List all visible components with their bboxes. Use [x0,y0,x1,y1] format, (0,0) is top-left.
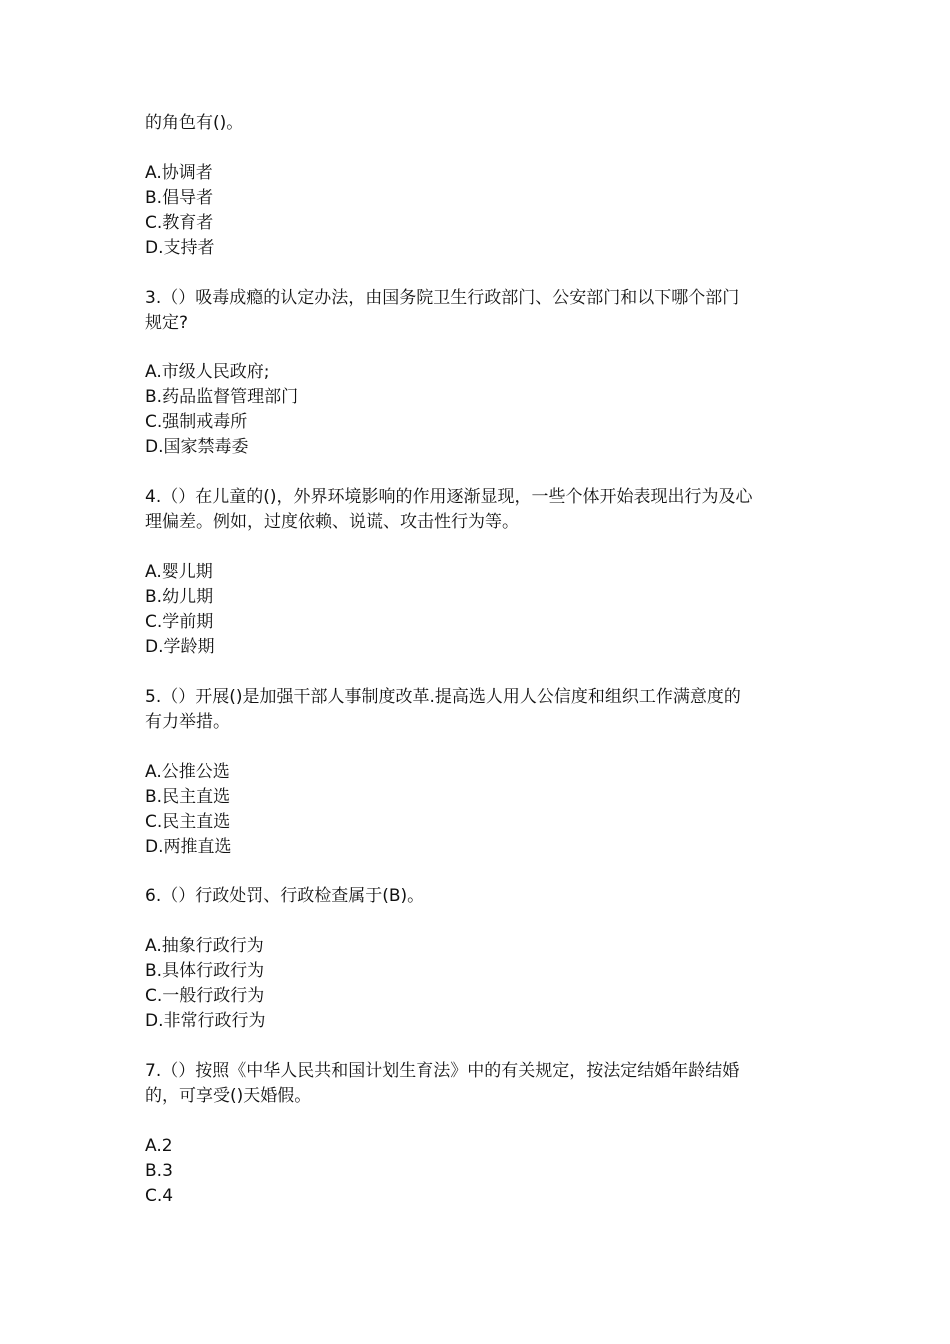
question-text-line: 规定? [145,312,189,333]
option-c: C.民主直选 [145,811,231,832]
question-intro [145,111,810,261]
spacer [145,860,810,885]
question-text-line: 3.（）吸毒成瘾的认定办法，由国务院卫生行政部门、公安部门和以下哪个部门 [145,287,740,308]
option-b: B.具体行政行为 [145,961,265,982]
option-a: A.市级人民政府; [145,362,270,383]
spacer [145,535,810,560]
option-d: D.两推直选 [145,836,232,857]
question-text-line: 4.（）在儿童的()，外界环境影响的作用逐渐显现，一些个体开始表现出行为及心 [145,487,753,508]
spacer [145,660,810,685]
question-6 [145,884,810,1034]
option-b: B.倡导者 [145,187,214,208]
spacer [145,336,810,361]
spacer [145,136,810,161]
option-d: D.支持者 [145,237,215,258]
option-a: A.婴儿期 [145,561,213,582]
question-text-line: 7.（）按照《中华人民共和国计划生育法》中的有关规定，按法定结婚年龄结婚 [145,1060,740,1081]
option-a: A.2 [145,1135,173,1156]
spacer [145,1109,810,1134]
option-c: C.教育者 [145,212,214,233]
option-d: D.非常行政行为 [145,1011,266,1032]
option-b: B.药品监督管理部门 [145,387,299,408]
question-text-line: 有力举措。 [145,711,230,732]
spacer [145,460,810,485]
option-c: C.强制戒毒所 [145,412,248,433]
spacer [145,909,810,934]
option-b: B.3 [145,1160,173,1181]
question-text: 的角色有()。 [145,113,244,133]
option-b: B.民主直选 [145,786,231,807]
question-4 [145,485,810,660]
question-text-line: 5.（）开展()是加强干部人事制度改革.提高选人用人公信度和组织工作满意度的 [145,686,741,707]
option-b: B.幼儿期 [145,586,214,607]
option-c: C.学前期 [145,611,214,632]
question-text-line: 的，可享受()天婚假。 [145,1085,312,1106]
option-d: D.学龄期 [145,636,215,657]
question-7 [145,1059,810,1209]
option-a: A.公推公选 [145,761,230,782]
spacer [145,1034,810,1059]
question-text-line: 理偏差。例如，过度依赖、说谎、攻击性行为等。 [145,512,519,533]
question-3 [145,286,810,461]
question-5 [145,685,810,860]
option-c: C.4 [145,1185,174,1206]
option-d: D.国家禁毒委 [145,437,249,458]
spacer [145,735,810,760]
option-c: C.一般行政行为 [145,986,265,1007]
document-page [145,111,810,1209]
option-a: A.协调者 [145,162,213,183]
spacer [145,261,810,286]
question-text-line: 6.（）行政处罚、行政检查属于(B)。 [145,886,425,907]
option-a: A.抽象行政行为 [145,936,264,957]
